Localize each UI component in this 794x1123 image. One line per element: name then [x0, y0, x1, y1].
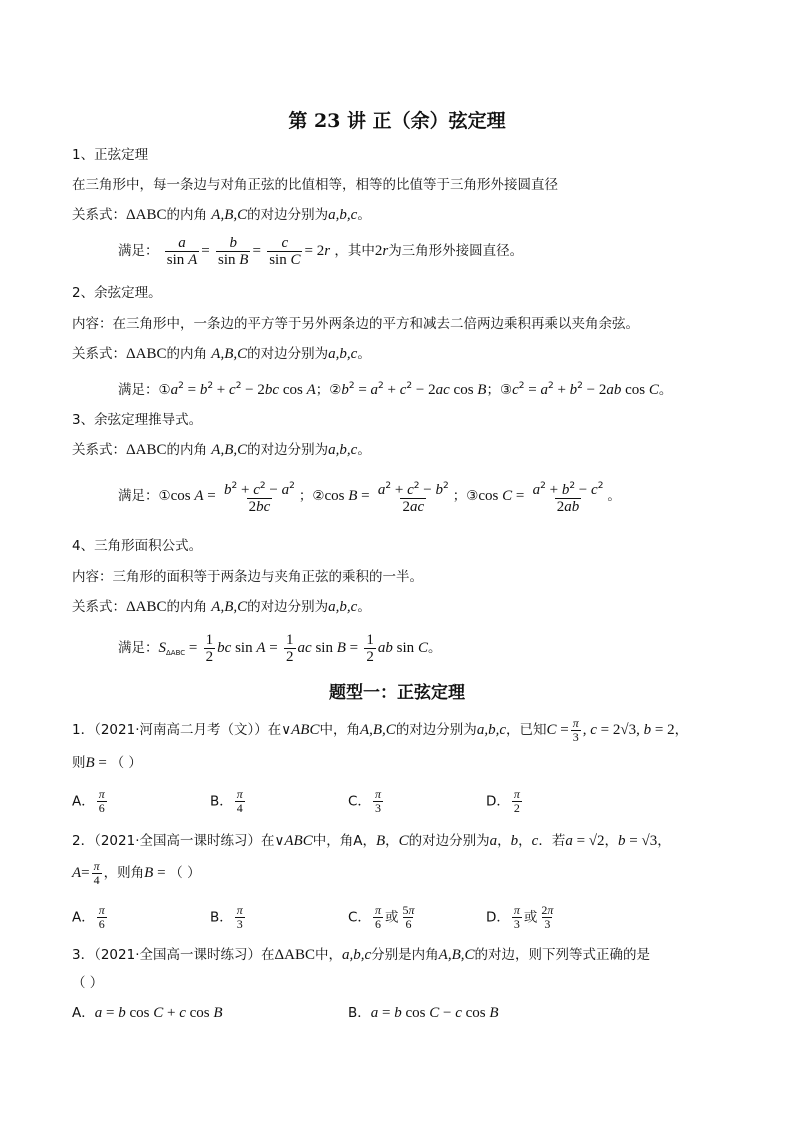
section-4-content: 内容：三角形的面积等于两条边与夹角正弦的乘积的一半。 — [72, 569, 423, 585]
question-1-line-2: 则B = （ ） — [72, 755, 142, 771]
q2-option-c[interactable]: C． $\frac{\pi}{6}$ 或 $\frac{5\pi}{6}$ — [348, 903, 415, 931]
q2-option-d[interactable]: D． $\frac{\pi}{3}$ 或 $\frac{2\pi}{3}$ — [486, 903, 554, 931]
cosine-law-formula: 满足：$①a^2 = b^2 + c^2 - 2bc$ cos A；$②b^2 = a^2 + c^2 - 2ac$ cos B；$③c^2 = a^2 + b^2 - 2ab$ cos C。 — [118, 381, 673, 398]
q1-option-a[interactable]: A． $\frac{\pi}{6}$ — [72, 787, 105, 815]
q3-option-b[interactable]: B．a = b cos C − c cos B — [348, 1005, 499, 1021]
section-4-relation: 关系式：ΔABC的内角 A,B,C的对边分别为a,b,c。 — [72, 599, 371, 615]
q1-option-b[interactable]: B． $\frac{\pi}{4}$ — [210, 787, 243, 815]
section-2-heading: 2、余弦定理。 — [72, 285, 162, 301]
section-3-relation: 关系式：ΔABC的内角 A,B,C的对边分别为a,b,c。 — [72, 442, 371, 458]
section-1-relation: 关系式：ΔABC的内角 A,B,C的对边分别为a,b,c。 — [72, 207, 371, 223]
question-3: 3．（2021·全国高一课时练习）在ΔABC中，a,b,c分别是内角A,B,C的对边，则下列等式正确的是 — [72, 947, 651, 963]
sine-law-formula: 满足： $\frac{a}{\text{sin A}}$ = $\frac{b}{\text{sin B}}$ = $\frac{c}{\text{sin C}}$ = 2r ，其中2r为三角形外接圆直径。 — [118, 234, 524, 268]
cosine-derived-formula: 满足：①cos A = $\frac{b^2 + c^2 - a^2}{2bc}$ ；②cos B = $\frac{a^2 + c^2 - b^2}{2ac}$ ；③cos C = $\frac{a^2 + b^2 - c^2}{2ab}$ 。 — [118, 480, 621, 515]
area-formula: 满足：$S_{\Delta ABC}$ = $\frac{1}{2}$ bc sin A = $\frac{1}{2}$ ac sin B = $\frac{1}{2}$ ab sin C。 — [118, 631, 442, 665]
question-1: 1．（2021·河南高二月考（文））在∨ABC中，角A,B,C的对边分别为a,b,c，已知C = $\frac{\pi}{3}$ , c = 2√3, b = 2， — [72, 715, 689, 744]
question-2-line-2: A= $\frac{\pi}{4}$ ，则角B = （ ） — [72, 858, 201, 887]
q2-option-a[interactable]: A． $\frac{\pi}{6}$ — [72, 903, 105, 931]
section-title: 题型一：正弦定理 — [329, 683, 465, 703]
section-4-heading: 4、三角形面积公式。 — [72, 538, 203, 554]
section-1-content: 在三角形中，每一条边与对角正弦的比值相等，相等的比值等于三角形外接圆直径 — [72, 177, 558, 193]
q1-option-c[interactable]: C． $\frac{\pi}{3}$ — [348, 787, 381, 815]
section-2-relation: 关系式：ΔABC的内角 A,B,C的对边分别为a,b,c。 — [72, 346, 371, 362]
q1-option-d[interactable]: D． $\frac{\pi}{2}$ — [486, 787, 520, 815]
q2-option-b[interactable]: B． $\frac{\pi}{3}$ — [210, 903, 243, 931]
question-3-paren: （ ） — [72, 975, 104, 991]
section-3-heading: 3、余弦定理推导式。 — [72, 412, 203, 428]
section-1-heading: 1、正弦定理 — [72, 147, 149, 163]
section-2-content: 内容：在三角形中，一条边的平方等于另外两条边的平方和减去二倍两边乘积再乘以夹角余弦。 — [72, 316, 639, 332]
question-2: 2．（2021·全国高一课时练习）在∨ABC中，角A，B，C的对边分别为a，b，c．若a = √2，b = √3， — [72, 833, 671, 849]
q3-option-a[interactable]: A．a = b cos C + c cos B — [72, 1005, 223, 1021]
page-title: 第 23 讲 正（余）弦定理 — [288, 110, 506, 132]
